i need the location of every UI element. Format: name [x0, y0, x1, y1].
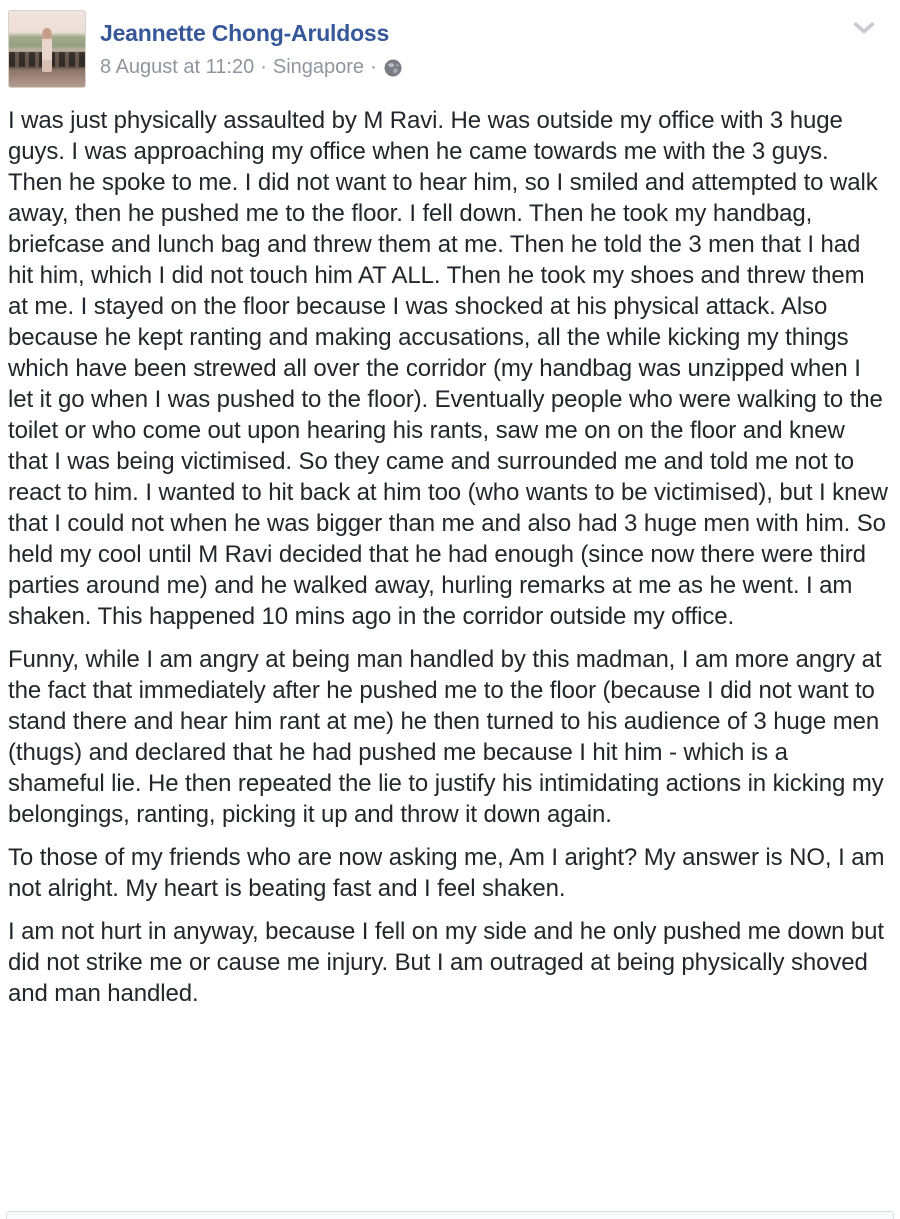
meta-separator: ·: [370, 56, 377, 78]
timestamp-link[interactable]: 8 August at 11:20: [100, 56, 255, 78]
location-link[interactable]: Singapore: [272, 56, 365, 78]
author-link[interactable]: Jeannette Chong-Aruldoss: [100, 20, 390, 46]
avatar-photo-person-head: [43, 28, 52, 37]
post-header: [8, 10, 890, 88]
avatar[interactable]: [8, 10, 86, 88]
post-paragraph: To those of my friends who are now asking me, Am I aright? My answer is NO, I am not alright. My heart is beating fast and I feel shaken.: [8, 844, 885, 902]
post-paragraph: I was just physically assaulted by M Ravi. He was outside my office with 3 huge guys. I was approaching my office when he came towards me with the 3 guys. Then he spoke to me. I did not want to hear him, so I smiled and attempted to walk away, then he pushed me to the floor. I fell down. Then he took my handbag, briefcase and lunch bag and threw them at me. Then he told the 3 men that I had hit him, which I did not touch him AT ALL. Then he took my shoes and threw them at me. I stayed on the floor because I was shocked at his physical attack. Also because he kept ranting and making accusations, all the while kicking my things which have been strewed all over the corridor (my handbag was unzipped when I let it go when I was pushed to the floor). Eventually people who were walking to the toilet or who come out upon hearing his rants, saw me on on the floor and knew that I was being victimised. So they came and surrounded me and told me not to react to him. I wanted to hit back at him too (who wants to be victimised), but I knew that I could not when he was bigger than me and also had 3 huge men with him. So held my cool until M Ravi decided that he had enough (since now there were third parties around me) and he walked away, hurling remarks at me as he went. I am shaken. This happened 10 mins ago in the corridor outside my office.: [8, 107, 888, 630]
avatar-photo-person: [42, 32, 52, 72]
post-content: [8, 105, 892, 1009]
chevron-down-icon[interactable]: [850, 14, 878, 42]
post-paragraph: I am not hurt in anyway, because I fell on my side and he only pushed me down but did not strike me or cause me injury. But I am outraged at being physically shoved and man handled.: [8, 918, 884, 1007]
footer-divider: [6, 1211, 894, 1219]
post-meta: [100, 56, 890, 79]
globe-icon: [384, 59, 402, 77]
post-header-text: [86, 10, 890, 79]
meta-separator: ·: [260, 56, 267, 78]
post-paragraph: Funny, while I am angry at being man handled by this madman, I am more angry at the fact that immediately after he pushed me to the floor (because I did not want to stand there and hear him rant at me) he then turned to his audience of 3 huge men (thugs) and declared that he had pushed me because I hit him - which is a shameful lie. He then repeated the lie to justify his intimidating actions in kicking my belongings, ranting, picking it up and throw it down again.: [8, 646, 884, 828]
